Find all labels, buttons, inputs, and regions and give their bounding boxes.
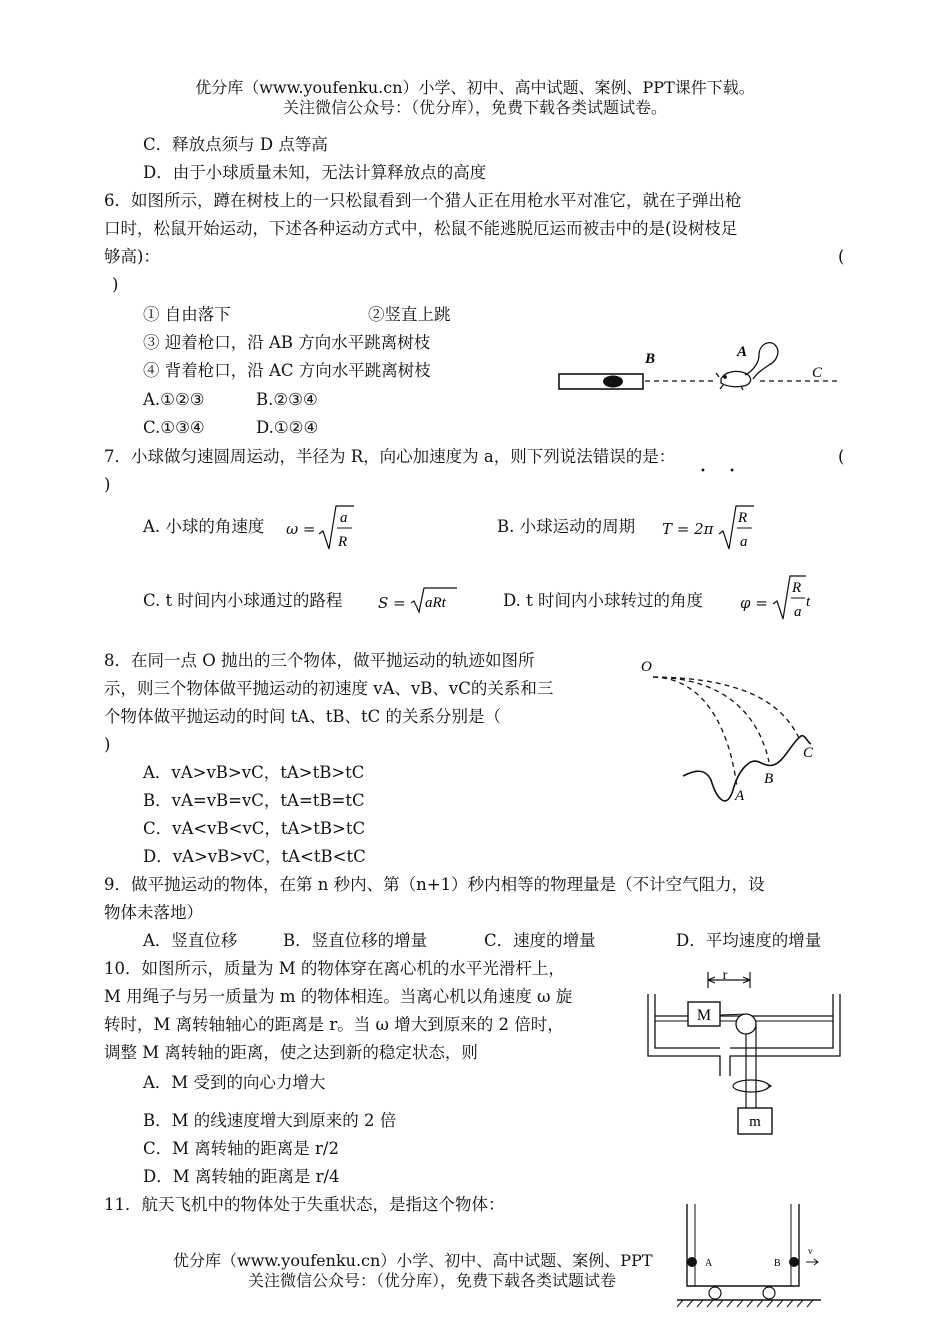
q10-option-c: C．M 离转轴的距离是 r/2 <box>143 1139 339 1158</box>
q6-paren-close: ) <box>112 275 119 294</box>
q8-option-c: C．vA<vB<vC，tA>tB>tC <box>143 819 366 838</box>
centrifuge-frame <box>648 994 840 1076</box>
header-line-1: 优分库（www.youfenku.cn）小学、初中、高中试题、案例、PPT课件下载。 <box>195 78 755 97</box>
rotation-arrow <box>733 1080 769 1092</box>
q10-figure-centrifuge <box>640 968 850 1138</box>
q6-stem-line-2: 口时，松鼠开始运动，下述各种运动方式中，松鼠不能逃脱厄运而被击中的是(设树枝足 <box>104 219 738 238</box>
fig8-label-a: A <box>735 788 745 804</box>
ball-a <box>687 1257 697 1267</box>
fig8-label-b: B <box>764 771 774 787</box>
frac-b-numerator: R <box>738 510 748 526</box>
wheel-right <box>763 1287 775 1299</box>
q10-stem-line-2: M 用绳子与另一质量为 m 的物体相连。当离心机以角速度 ω 旋 <box>104 987 573 1006</box>
q8-stem-line-3: 个物体做平抛运动的时间 tA、tB、tC 的关系分别是（ <box>104 707 502 726</box>
q9-option-d: D．平均速度的增量 <box>676 931 822 950</box>
q5-option-c: C．释放点须与 D 点等高 <box>143 135 328 154</box>
q9-option-c: C．速度的增量 <box>484 931 596 950</box>
q9-stem-line-1: 9．做平抛运动的物体，在第 n 秒内、第（n+1）秒内相等的物理量是（不计空气阻力，设 <box>104 875 765 894</box>
q8-option-b: B．vA=vB=vC，tA=tB=tC <box>143 791 365 810</box>
pulley <box>736 1014 756 1034</box>
q10-option-a: A．M 受到的向心力增大 <box>143 1073 326 1092</box>
q7-option-d: D. t 时间内小球转过的角度 <box>503 591 704 610</box>
q11-figure-cart <box>675 1200 825 1310</box>
q7-option-c: C. t 时间内小球通过的路程 <box>143 591 343 610</box>
frac-d-numerator: R <box>792 580 802 596</box>
frac-d-denominator: a <box>794 604 802 620</box>
multiplier-t: t <box>806 594 811 610</box>
header-line-2: 关注微信公众号：（优分库），免费下载各类试题试卷。 <box>282 98 667 117</box>
ground-hatching <box>677 1300 813 1307</box>
sqrt-aRt <box>410 585 458 615</box>
q7-option-b: B. 小球运动的周期 <box>497 517 636 536</box>
radicand-aRt: aRt <box>425 595 446 611</box>
fig10-label-m: m <box>749 1114 761 1130</box>
q10-option-d: D．M 离转轴的距离是 r/4 <box>143 1167 340 1186</box>
q10-stem-line-4: 调整 M 离转轴的距离，使之达到新的稳定状态，则 <box>104 1043 478 1062</box>
fig11-label-b: B <box>774 1258 781 1269</box>
q6-stem-line-1: 6．如图所示，蹲在树枝上的一只松鼠看到一个猎人正在用枪水平对准它，就在子弹出枪 <box>104 191 742 210</box>
q7-stem-line-1: 7．小球做匀速圆周运动，半径为 R，向心加速度为 a，则下列说法错误的是： <box>104 447 676 466</box>
q10-option-b: B．M 的线速度增大到原来的 2 倍 <box>143 1111 397 1130</box>
q10-stem-line-1: 10．如图所示，质量为 M 的物体穿在离心机的水平光滑杆上， <box>104 959 565 978</box>
ground-curve <box>683 736 811 801</box>
bullet <box>603 376 623 388</box>
q7-paren-open: ( <box>838 447 845 466</box>
fig11-label-a: A <box>705 1258 713 1269</box>
gun-barrel <box>559 374 643 389</box>
q8-stem-line-2: 示，则三个物体做平抛运动的初速度 vA、vB、vC的关系和三 <box>104 679 554 698</box>
frac-b-denominator: a <box>740 534 748 550</box>
fig10-label-M: M <box>696 1007 712 1024</box>
trajectory-b <box>653 677 769 762</box>
velocity-arrow-icon <box>806 1259 818 1265</box>
fig8-label-c: C <box>803 745 814 761</box>
q7-option-c-formula: S = <box>378 594 406 612</box>
q6-option-b: B.②③④ <box>256 390 318 409</box>
q7-paren-close: ) <box>104 475 111 494</box>
q11-stem-line-1: 11．航天飞机中的物体处于失重状态，是指这个物体： <box>104 1195 505 1214</box>
q7-option-a-formula: ω = <box>286 520 316 538</box>
fig10-label-r: r <box>722 968 728 983</box>
q6-item-2: ②竖直上跳 <box>368 305 451 324</box>
wheel-left <box>709 1287 721 1299</box>
frac-a-numerator: a <box>340 510 348 526</box>
q10-stem-line-3: 转时，M 离转轴轴心的距离是 r。当 ω 增大到原来的 2 倍时， <box>104 1015 564 1034</box>
q6-item-1: ① 自由落下 <box>143 305 231 324</box>
q7-option-d-formula: φ = <box>740 594 768 612</box>
q6-figure-gun-squirrel <box>555 335 845 395</box>
q7-option-b-formula: T = 2π <box>662 520 714 538</box>
fig6-label-b: B <box>645 351 656 367</box>
sqrt-r-over-a-times-t <box>772 574 816 624</box>
fig6-label-c: C <box>812 365 823 381</box>
q6-item-3: ③ 迎着枪口，沿 AB 方向水平跳离树枝 <box>143 333 431 352</box>
fig6-label-a: A <box>737 344 748 360</box>
q8-stem-line-4: ) <box>104 735 111 754</box>
fig11-label-v: v <box>808 1246 813 1256</box>
q9-option-a: A．竖直位移 <box>143 931 238 950</box>
q6-stem-line-3: 够高)： <box>104 247 160 266</box>
fig8-label-o: O <box>641 659 652 675</box>
sqrt-a-over-r <box>318 504 354 554</box>
q6-option-a: A.①②③ <box>143 390 205 409</box>
q6-option-d: D.①②④ <box>256 418 319 437</box>
q8-stem-line-1: 8．在同一点 O 抛出的三个物体，做平抛运动的轨迹如图所 <box>104 651 535 670</box>
frac-a-denominator: R <box>338 534 348 550</box>
footer-line-1: 优分库（www.youfenku.cn）小学、初中、高中试题、案例、PPT <box>173 1251 653 1270</box>
q9-stem-line-2: 物体未落地） <box>104 903 203 922</box>
q7-option-a: A. 小球的角速度 <box>143 517 265 536</box>
q6-item-4: ④ 背着枪口，沿 AC 方向水平跳离树枝 <box>143 361 431 380</box>
q8-option-a: A．vA>vB>vC，tA>tB>tC <box>143 763 365 782</box>
q6-paren-open: ( <box>838 247 845 266</box>
emphasis-dots: • • <box>700 466 745 477</box>
ball-b <box>789 1257 799 1267</box>
q8-figure-trajectories <box>635 650 835 810</box>
footer-line-2: 关注微信公众号：（优分库），免费下载各类试题试卷 <box>248 1271 617 1290</box>
q6-option-c: C.①③④ <box>143 418 205 437</box>
q9-option-b: B．竖直位移的增量 <box>283 931 428 950</box>
q8-option-d: D．vA>vB>vC，tA<tB<tC <box>143 847 366 866</box>
trajectory-c <box>653 677 799 738</box>
sqrt-r-over-a <box>718 504 754 554</box>
cart-box <box>687 1204 799 1286</box>
q5-option-d: D．由于小球质量未知，无法计算释放点的高度 <box>143 163 487 182</box>
